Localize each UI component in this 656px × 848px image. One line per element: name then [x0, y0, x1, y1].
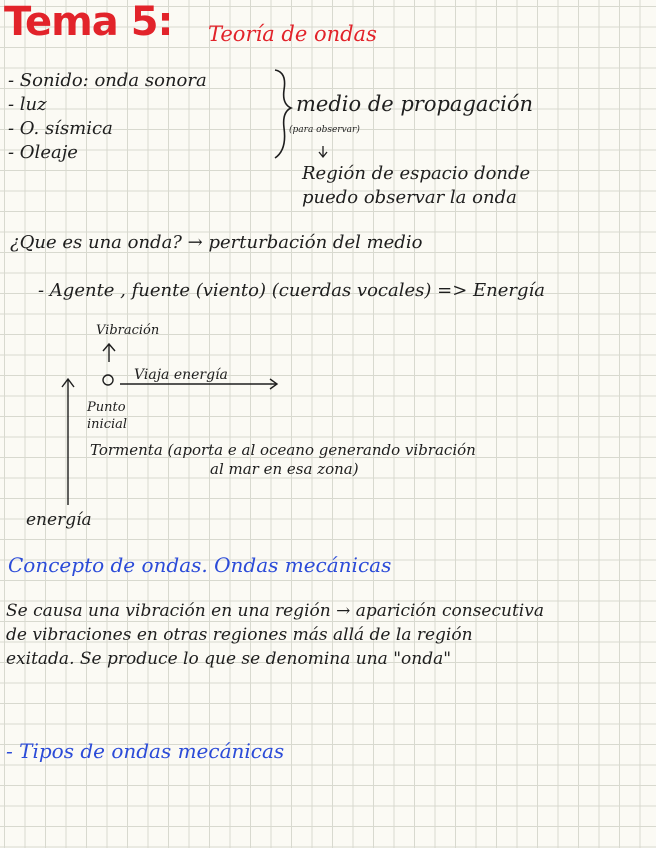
agent-source-line: - Agente , fuente (viento) (cuerdas vocales) => Energía — [38, 280, 545, 301]
region-line-1: Región de espacio donde — [302, 163, 531, 184]
concept-line-1: Se causa una vibración en una región → aparición consecutiva — [6, 601, 544, 621]
wave-question: ¿Que es una onda? → perturbación del medio — [10, 232, 423, 253]
region-line-2: puedo observar la onda — [302, 187, 517, 208]
concept-line-2: de vibraciones en otras regiones más allá de la región — [6, 625, 473, 645]
initial-point-label-2: inicial — [87, 417, 128, 432]
page-subtitle: Teoría de ondas — [208, 22, 377, 46]
list-item: - O. sísmica — [8, 118, 113, 139]
propagation-medium-label: medio de propagación — [296, 92, 534, 116]
travel-energy-label: Viaja energía — [134, 367, 228, 383]
page-title: Tema 5: — [4, 0, 173, 45]
section-heading-concept: Concepto de ondas. Ondas mecánicas — [8, 553, 392, 577]
section-heading-types: - Tipos de ondas mecánicas — [6, 739, 285, 763]
list-item: - Oleaje — [8, 142, 78, 163]
storm-line-2: al mar en esa zona) — [210, 460, 359, 478]
list-item: - luz — [8, 94, 47, 115]
concept-line-3: exitada. Se produce lo que se denomina una "onda" — [6, 649, 452, 669]
initial-point-label-1: Punto — [87, 400, 126, 415]
list-item: - Sonido: onda sonora — [8, 70, 207, 91]
storm-line-1: Tormenta (aporta e al oceano generando vibración — [90, 441, 476, 459]
energy-label: energía — [26, 510, 92, 530]
vibration-label: Vibración — [96, 323, 160, 338]
propagation-medium-note: (para observar) — [289, 125, 360, 135]
